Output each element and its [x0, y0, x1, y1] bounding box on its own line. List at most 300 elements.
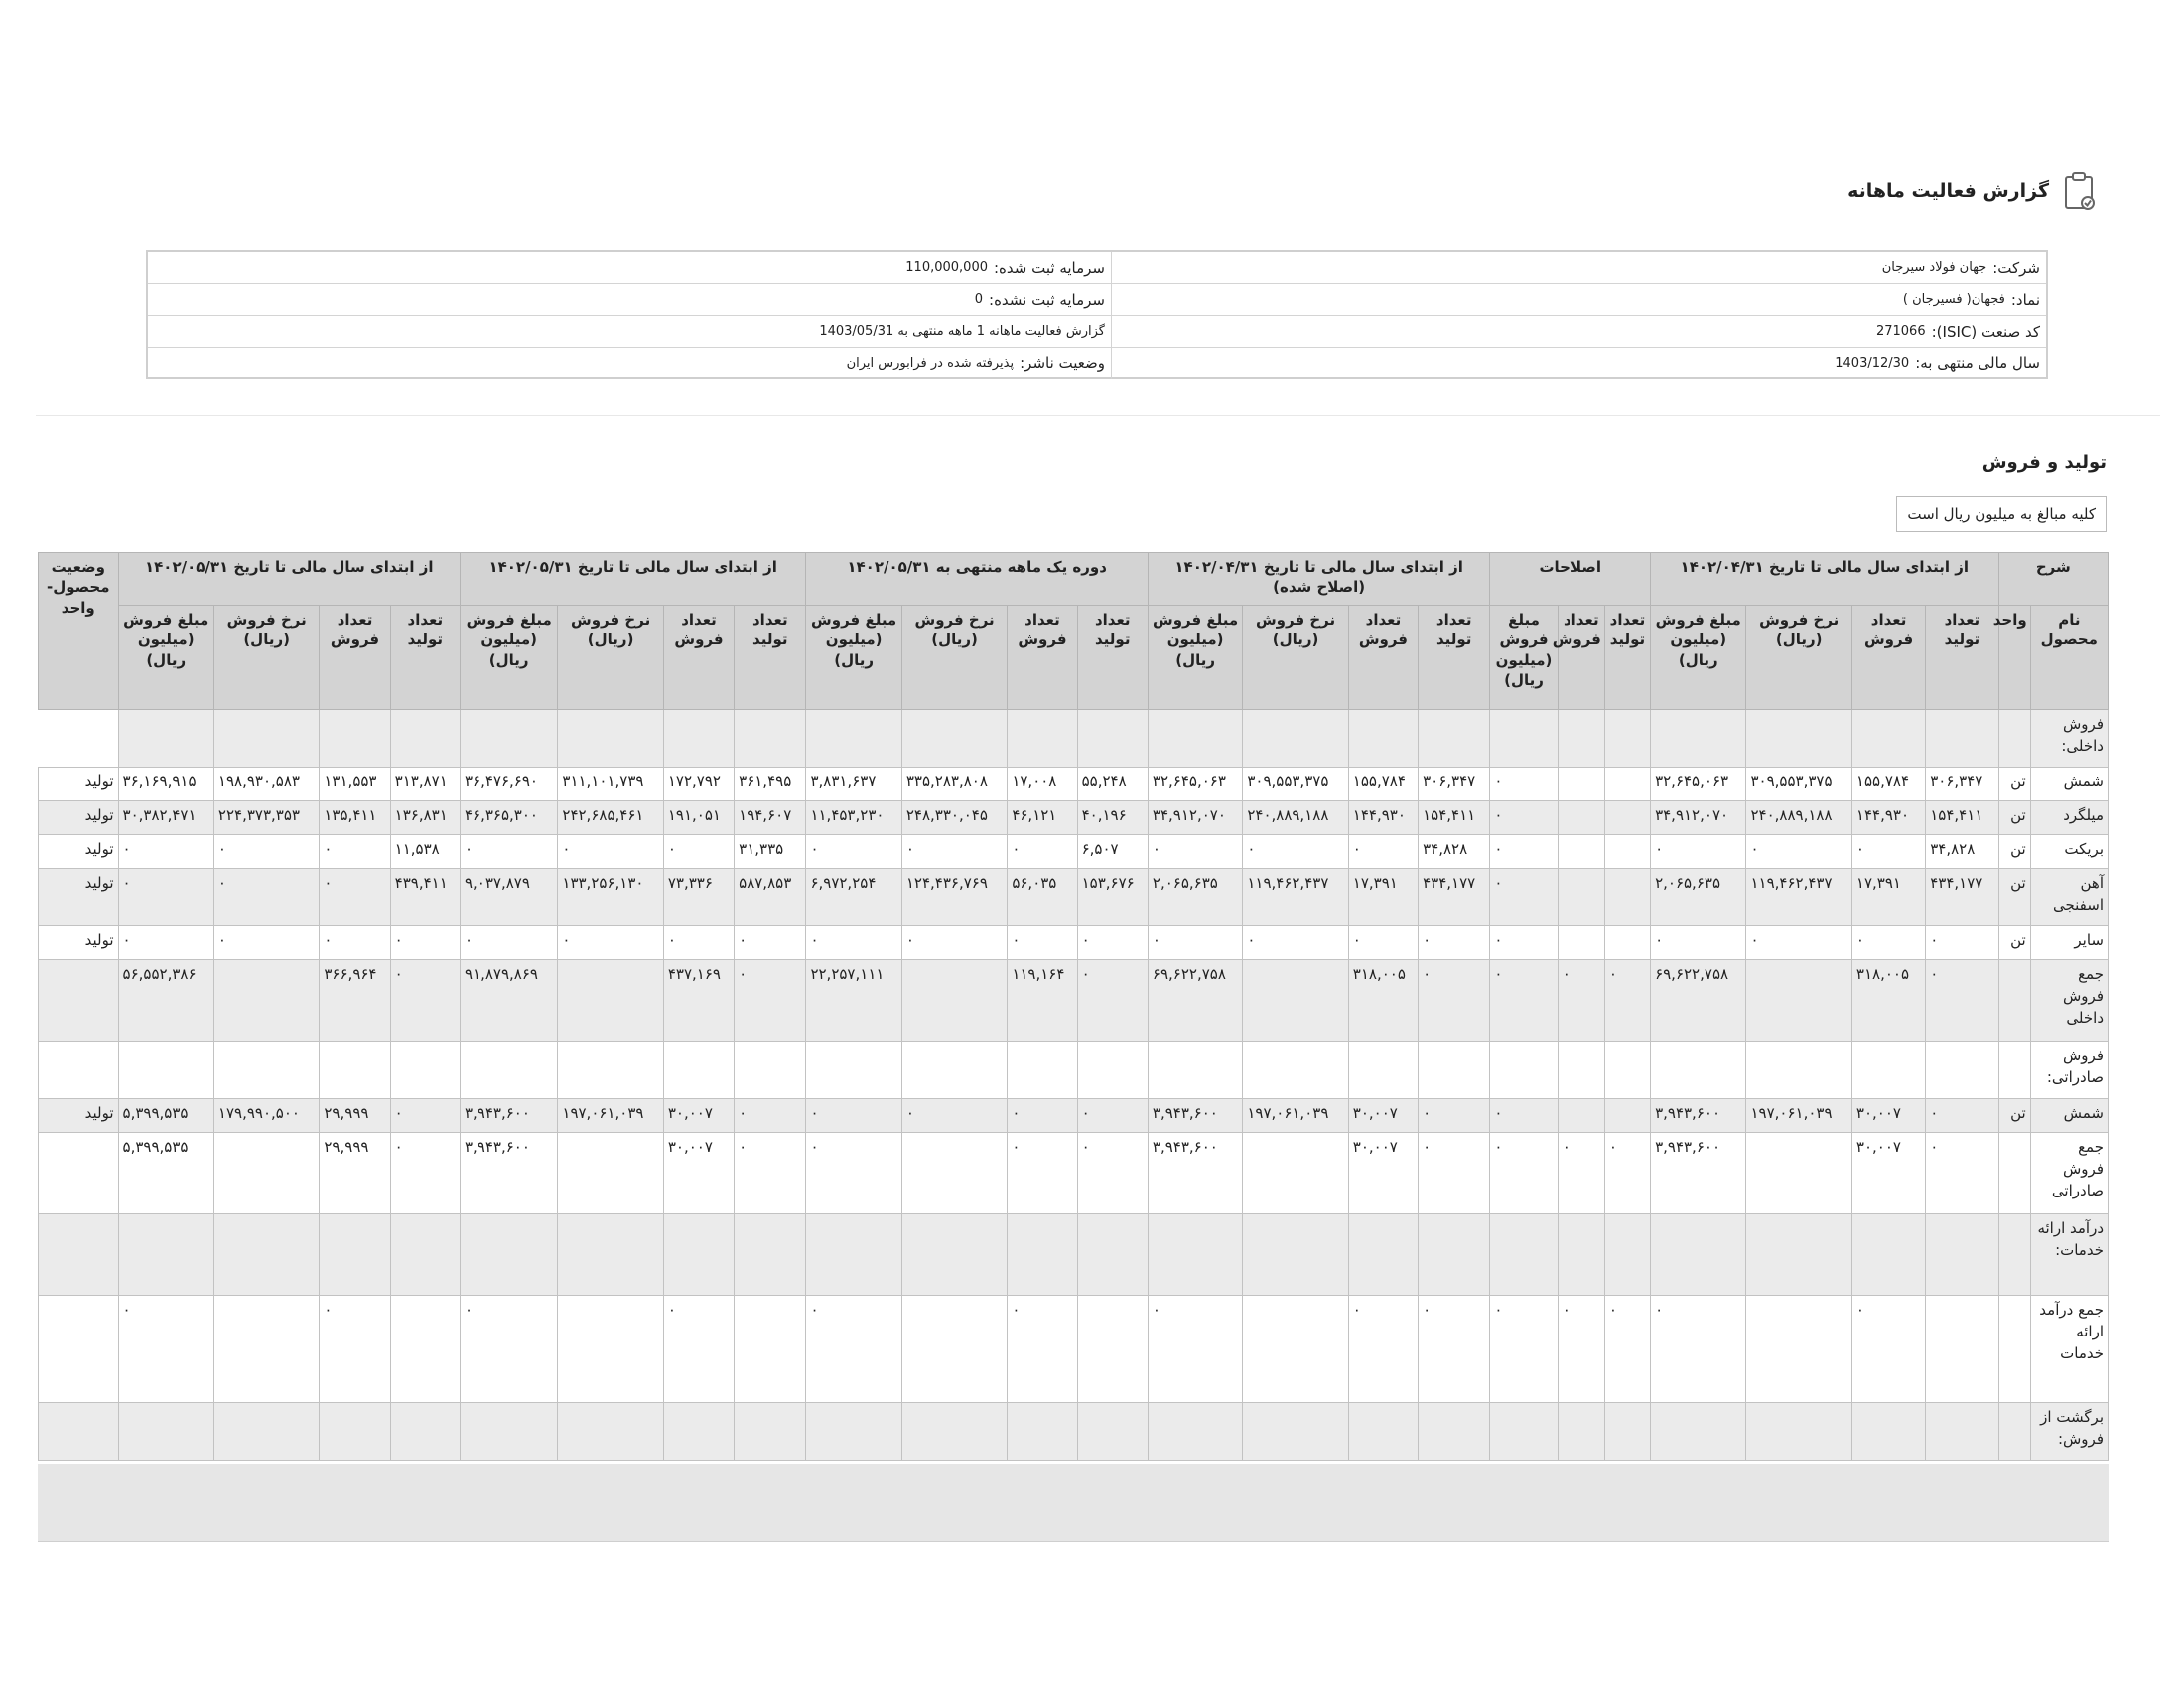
value-cell — [1651, 1042, 1746, 1099]
value-cell: ۱۷۲,۷۹۲ — [663, 768, 734, 801]
capital-label: سرمایه ثبت شده: — [994, 258, 1105, 277]
product-name: فروش داخلی: — [2030, 710, 2108, 768]
value-cell: ۳۰,۰۰۷ — [1348, 1099, 1418, 1133]
value-cell: ۳۱۸,۰۰۵ — [1348, 960, 1418, 1042]
unit-cell: تن — [1998, 835, 2030, 869]
value-cell — [663, 1042, 734, 1099]
product-name: شمش — [2030, 1099, 2108, 1133]
value-cell — [1926, 1042, 1998, 1099]
value-cell: ۳۰,۳۸۲,۴۷۱ — [118, 801, 213, 835]
status-cell — [39, 1403, 119, 1461]
value-cell: ۱۵۴,۴۱۱ — [1419, 801, 1490, 835]
value-cell: ۴۳۴,۱۷۷ — [1926, 869, 1998, 926]
value-cell — [1077, 1403, 1148, 1461]
value-cell: ۰ — [1604, 960, 1650, 1042]
status-cell: تولید — [39, 801, 119, 835]
symbol-label: نماد: — [2010, 290, 2040, 309]
amount-note: کلیه مبالغ به میلیون ریال است — [1896, 496, 2107, 532]
value-cell: ۱۵۳,۶۷۶ — [1077, 869, 1148, 926]
value-cell: ۰ — [663, 835, 734, 869]
value-cell — [1348, 1214, 1418, 1296]
table-row — [39, 1403, 2109, 1461]
value-cell: ۰ — [118, 869, 213, 926]
value-cell: ۵,۳۹۹,۵۳۵ — [118, 1099, 213, 1133]
value-cell: ۰ — [1419, 1099, 1490, 1133]
value-cell: ۱۱۹,۴۶۲,۴۳۷ — [1746, 869, 1851, 926]
value-cell: ۱۷,۳۹۱ — [1851, 869, 1925, 926]
value-cell — [1558, 1099, 1604, 1133]
unit-cell: تن — [1998, 869, 2030, 926]
value-cell: ۰ — [1490, 768, 1558, 801]
value-cell: ۶,۹۷۲,۲۵۴ — [806, 869, 901, 926]
value-cell — [1490, 1214, 1558, 1296]
column-header: تعداد فروش — [1558, 606, 1604, 710]
value-cell: ۰ — [1604, 1133, 1650, 1214]
value-cell — [558, 1042, 663, 1099]
value-cell: ۰ — [460, 1296, 557, 1403]
value-cell: ۱۳۵,۴۱۱ — [320, 801, 390, 835]
value-cell — [320, 1214, 390, 1296]
value-cell — [1419, 1403, 1490, 1461]
value-cell — [1243, 1042, 1348, 1099]
value-cell — [1746, 1403, 1851, 1461]
value-cell: ۰ — [1419, 960, 1490, 1042]
value-cell — [390, 1403, 460, 1461]
group-header: از ابتدای سال مالی تا تاریخ ۱۴۰۲/۰۵/۳۱ — [118, 553, 460, 606]
value-cell — [1558, 1042, 1604, 1099]
status-cell: تولید — [39, 926, 119, 960]
unit-cell: تن — [1998, 768, 2030, 801]
value-cell — [806, 1042, 901, 1099]
table-row — [39, 710, 2109, 768]
value-cell: ۳۰,۰۰۷ — [1348, 1133, 1418, 1214]
value-cell: ۰ — [1419, 1133, 1490, 1214]
symbol-value: فجهان( فسیرجان ) — [1902, 292, 2005, 307]
column-header: تعداد فروش — [1008, 606, 1077, 710]
table-row — [39, 1042, 2109, 1099]
value-cell: ۰ — [735, 1133, 806, 1214]
value-cell — [390, 710, 460, 768]
table-row — [39, 1133, 2109, 1214]
value-cell — [558, 1133, 663, 1214]
value-cell: ۰ — [1348, 1296, 1418, 1403]
product-name: میلگرد — [2030, 801, 2108, 835]
value-cell: ۵۸۷,۸۵۳ — [735, 869, 806, 926]
value-cell: ۲۲,۲۵۷,۱۱۱ — [806, 960, 901, 1042]
value-cell — [1604, 835, 1650, 869]
value-cell — [1851, 1042, 1925, 1099]
value-cell: ۳,۹۴۳,۶۰۰ — [460, 1133, 557, 1214]
value-cell — [1490, 710, 1558, 768]
value-cell: ۱۴۴,۹۳۰ — [1851, 801, 1925, 835]
value-cell: ۰ — [1851, 926, 1925, 960]
value-cell — [558, 1403, 663, 1461]
status-cell — [39, 1042, 119, 1099]
value-cell — [901, 1133, 1007, 1214]
value-cell: ۹,۰۳۷,۸۷۹ — [460, 869, 557, 926]
table-row — [39, 801, 2109, 835]
group-header: از ابتدای سال مالی تا تاریخ ۱۴۰۲/۰۴/۳۱ (اصلاح شده) — [1148, 553, 1489, 606]
value-cell — [1851, 1403, 1925, 1461]
value-cell: ۰ — [460, 926, 557, 960]
value-cell: ۰ — [1008, 1296, 1077, 1403]
value-cell: ۰ — [735, 960, 806, 1042]
value-cell: ۴۶,۳۶۵,۳۰۰ — [460, 801, 557, 835]
value-cell: ۳۱۸,۰۰۵ — [1851, 960, 1925, 1042]
value-cell: ۰ — [901, 1099, 1007, 1133]
value-cell — [1243, 1403, 1348, 1461]
value-cell — [1851, 710, 1925, 768]
unit-cell — [1998, 1042, 2030, 1099]
value-cell: ۰ — [558, 926, 663, 960]
value-cell: ۳,۹۴۳,۶۰۰ — [460, 1099, 557, 1133]
value-cell: ۰ — [806, 1296, 901, 1403]
product-name: جمع درآمد ارائه خدمات — [2030, 1296, 2108, 1403]
value-cell — [1490, 1403, 1558, 1461]
value-cell: ۰ — [806, 1099, 901, 1133]
company-value: جهان فولاد سیرجان — [1881, 260, 1987, 275]
value-cell: ۰ — [1851, 835, 1925, 869]
value-cell — [1077, 1214, 1148, 1296]
value-cell: ۳۶۶,۹۶۴ — [320, 960, 390, 1042]
value-cell: ۳,۹۴۳,۶۰۰ — [1148, 1099, 1242, 1133]
value-cell — [390, 1296, 460, 1403]
value-cell: ۶۹,۶۲۲,۷۵۸ — [1148, 960, 1242, 1042]
table-header — [39, 553, 2109, 710]
page-title: گزارش فعالیت ماهانه — [1847, 180, 2049, 202]
value-cell — [1148, 1042, 1242, 1099]
value-cell — [213, 1296, 319, 1403]
product-name: درآمد ارائه خدمات: — [2030, 1214, 2108, 1296]
unit-cell: تن — [1998, 1099, 2030, 1133]
value-cell — [1604, 1042, 1650, 1099]
value-cell — [901, 1296, 1007, 1403]
value-cell: ۱۱,۴۵۳,۲۳۰ — [806, 801, 901, 835]
product-name: آهن اسفنجی — [2030, 869, 2108, 926]
value-cell — [1558, 768, 1604, 801]
value-cell: ۰ — [1651, 926, 1746, 960]
value-cell: ۳۱,۳۳۵ — [735, 835, 806, 869]
value-cell — [663, 710, 734, 768]
value-cell: ۳۰۶,۳۴۷ — [1926, 768, 1998, 801]
value-cell: ۰ — [1490, 835, 1558, 869]
value-cell — [1008, 710, 1077, 768]
value-cell: ۰ — [390, 926, 460, 960]
value-cell: ۴۶,۱۲۱ — [1008, 801, 1077, 835]
value-cell — [663, 1214, 734, 1296]
value-cell: ۰ — [806, 1133, 901, 1214]
value-cell: ۱۹۸,۹۳۰,۵۸۳ — [213, 768, 319, 801]
value-cell: ۰ — [1148, 1296, 1242, 1403]
column-header: مبلغ فروش (میلیون ریال) — [806, 606, 901, 710]
value-cell: ۴۳۹,۴۱۱ — [390, 869, 460, 926]
value-cell: ۳۶,۴۷۶,۶۹۰ — [460, 768, 557, 801]
value-cell: ۰ — [118, 926, 213, 960]
value-cell — [1604, 1099, 1650, 1133]
table-body — [39, 710, 2109, 1461]
value-cell — [390, 1042, 460, 1099]
value-cell — [1077, 710, 1148, 768]
value-cell: ۰ — [213, 835, 319, 869]
value-cell: ۰ — [1490, 1099, 1558, 1133]
product-name: فروش صادراتی: — [2030, 1042, 2108, 1099]
group-header: از ابتدای سال مالی تا تاریخ ۱۴۰۲/۰۵/۳۱ — [460, 553, 805, 606]
group-header: اصلاحات — [1490, 553, 1651, 606]
value-cell: ۹۱,۸۷۹,۸۶۹ — [460, 960, 557, 1042]
value-cell — [1558, 869, 1604, 926]
value-cell — [1148, 1403, 1242, 1461]
value-cell — [1746, 1296, 1851, 1403]
status-cell — [39, 1214, 119, 1296]
section-title: تولید و فروش — [1981, 452, 2107, 473]
value-cell — [1926, 1214, 1998, 1296]
value-cell: ۱۹۷,۰۶۱,۰۳۹ — [1243, 1099, 1348, 1133]
value-cell — [1558, 801, 1604, 835]
value-cell — [1077, 1296, 1148, 1403]
unit-cell: تن — [1998, 926, 2030, 960]
value-cell: ۰ — [1490, 960, 1558, 1042]
value-cell — [1490, 1042, 1558, 1099]
product-name: جمع فروش داخلی — [2030, 960, 2108, 1042]
value-cell: ۳۰,۰۰۷ — [1851, 1099, 1925, 1133]
value-cell: ۳۲,۶۴۵,۰۶۳ — [1651, 768, 1746, 801]
value-cell — [1348, 1042, 1418, 1099]
value-cell: ۳۰۹,۵۵۳,۳۷۵ — [1243, 768, 1348, 801]
value-cell — [1604, 801, 1650, 835]
value-cell: ۵۶,۵۵۲,۳۸۶ — [118, 960, 213, 1042]
company-info-box — [146, 250, 2048, 379]
value-cell: ۳۰,۰۰۷ — [663, 1099, 734, 1133]
column-header: نرخ فروش (ریال) — [901, 606, 1007, 710]
value-cell: ۱۵۵,۷۸۴ — [1851, 768, 1925, 801]
report-period: گزارش فعالیت ماهانه 1 ماهه منتهی به 1403/05/31 — [819, 324, 1105, 339]
value-cell — [118, 1214, 213, 1296]
value-cell: ۳۱۳,۸۷۱ — [390, 768, 460, 801]
value-cell — [1419, 710, 1490, 768]
value-cell: ۰ — [1077, 960, 1148, 1042]
status-cell — [39, 1133, 119, 1214]
value-cell: ۰ — [663, 926, 734, 960]
value-cell: ۵,۳۹۹,۵۳۵ — [118, 1133, 213, 1214]
value-cell: ۱۴۴,۹۳۰ — [1348, 801, 1418, 835]
column-header: تعداد تولید — [390, 606, 460, 710]
value-cell: ۱۱,۵۳۸ — [390, 835, 460, 869]
value-cell: ۳۴,۸۲۸ — [1419, 835, 1490, 869]
value-cell: ۳,۹۴۳,۶۰۰ — [1651, 1133, 1746, 1214]
value-cell: ۱۷,۳۹۱ — [1348, 869, 1418, 926]
value-cell — [213, 1214, 319, 1296]
value-cell: ۰ — [558, 835, 663, 869]
value-cell: ۰ — [1558, 1133, 1604, 1214]
value-cell — [460, 1214, 557, 1296]
value-cell — [1558, 926, 1604, 960]
value-cell — [558, 960, 663, 1042]
value-cell: ۰ — [213, 869, 319, 926]
value-cell: ۳,۹۴۳,۶۰۰ — [1148, 1133, 1242, 1214]
column-header: نرخ فروش (ریال) — [213, 606, 319, 710]
unit-cell — [1998, 1133, 2030, 1214]
value-cell — [213, 1133, 319, 1214]
value-cell: ۰ — [1558, 1296, 1604, 1403]
value-cell — [806, 1403, 901, 1461]
value-cell: ۰ — [1746, 835, 1851, 869]
value-cell — [1419, 1214, 1490, 1296]
production-sales-table — [38, 552, 2109, 1461]
group-header: از ابتدای سال مالی تا تاریخ ۱۴۰۲/۰۴/۳۱ — [1651, 553, 1998, 606]
value-cell: ۰ — [806, 835, 901, 869]
column-header: تعداد فروش — [1348, 606, 1418, 710]
value-cell: ۲۴۸,۳۳۰,۰۴۵ — [901, 801, 1007, 835]
value-cell: ۰ — [1008, 1099, 1077, 1133]
value-cell — [1604, 1214, 1650, 1296]
value-cell — [1604, 926, 1650, 960]
status-cell — [39, 1296, 119, 1403]
product-name: برگشت از فروش: — [2030, 1403, 2108, 1461]
value-cell — [735, 1403, 806, 1461]
value-cell — [735, 1042, 806, 1099]
value-cell — [1651, 1214, 1746, 1296]
value-cell — [320, 1403, 390, 1461]
table-footer — [38, 1464, 2109, 1542]
value-cell — [901, 1214, 1007, 1296]
value-cell: ۰ — [390, 1099, 460, 1133]
column-header: تعداد تولید — [1077, 606, 1148, 710]
value-cell: ۱۳۳,۲۵۶,۱۳۰ — [558, 869, 663, 926]
value-cell: ۲,۰۶۵,۶۳۵ — [1148, 869, 1242, 926]
value-cell — [1746, 1042, 1851, 1099]
status-cell: تولید — [39, 835, 119, 869]
column-header: مبلغ فروش (میلیون ریال) — [118, 606, 213, 710]
unit-cell — [1998, 710, 2030, 768]
value-cell: ۱۹۴,۶۰۷ — [735, 801, 806, 835]
value-cell — [735, 1296, 806, 1403]
value-cell — [1348, 1403, 1418, 1461]
table-row — [39, 926, 2109, 960]
company-label: شرکت: — [1992, 258, 2040, 277]
divider — [36, 415, 2160, 416]
table-row — [39, 869, 2109, 926]
status-cell — [39, 960, 119, 1042]
value-cell: ۰ — [1490, 926, 1558, 960]
value-cell: ۰ — [1746, 926, 1851, 960]
value-cell: ۰ — [1490, 1133, 1558, 1214]
value-cell: ۰ — [1490, 801, 1558, 835]
value-cell: ۰ — [320, 1296, 390, 1403]
value-cell — [1558, 835, 1604, 869]
unit-cell — [1998, 1403, 2030, 1461]
report-header — [1847, 171, 2097, 211]
value-cell: ۳,۸۳۱,۶۳۷ — [806, 768, 901, 801]
value-cell: ۶,۵۰۷ — [1077, 835, 1148, 869]
column-header: تعداد فروش — [663, 606, 734, 710]
value-cell — [1243, 960, 1348, 1042]
column-header: نرخ فروش (ریال) — [1746, 606, 1851, 710]
status-cell — [118, 710, 213, 768]
value-cell: ۰ — [1008, 835, 1077, 869]
value-cell — [118, 1403, 213, 1461]
fiscal-label: سال مالی منتهی به: — [1915, 354, 2040, 372]
value-cell — [460, 1403, 557, 1461]
value-cell — [558, 1296, 663, 1403]
value-cell — [1926, 1296, 1998, 1403]
value-cell: ۴۳۷,۱۶۹ — [663, 960, 734, 1042]
product-name: جمع فروش صادراتی — [2030, 1133, 2108, 1214]
value-cell — [1419, 1042, 1490, 1099]
unreg-capital-label: سرمایه ثبت نشده: — [989, 290, 1105, 309]
value-cell — [1651, 1403, 1746, 1461]
value-cell: ۳۰,۰۰۷ — [663, 1133, 734, 1214]
value-cell: ۳۴,۸۲۸ — [1926, 835, 1998, 869]
value-cell — [806, 710, 901, 768]
table-row — [39, 1099, 2109, 1133]
value-cell: ۰ — [1926, 926, 1998, 960]
value-cell — [460, 1042, 557, 1099]
value-cell: ۱۳۱,۵۵۳ — [320, 768, 390, 801]
value-cell: ۳۶,۱۶۹,۹۱۵ — [118, 768, 213, 801]
value-cell — [901, 1403, 1007, 1461]
value-cell — [1604, 710, 1650, 768]
value-cell — [1604, 1403, 1650, 1461]
table-row — [39, 835, 2109, 869]
value-cell: ۰ — [1651, 835, 1746, 869]
fiscal-value: 1403/12/30 — [1835, 355, 1910, 371]
value-cell: ۲۲۴,۳۷۳,۳۵۳ — [213, 801, 319, 835]
value-cell — [1148, 710, 1242, 768]
value-cell: ۰ — [1008, 926, 1077, 960]
value-cell — [1558, 1403, 1604, 1461]
value-cell: ۰ — [1148, 835, 1242, 869]
column-header: نرخ فروش (ریال) — [1243, 606, 1348, 710]
value-cell: ۱۹۷,۰۶۱,۰۳۹ — [558, 1099, 663, 1133]
value-cell: ۴۰,۱۹۶ — [1077, 801, 1148, 835]
value-cell: ۰ — [320, 835, 390, 869]
value-cell — [213, 710, 319, 768]
value-cell: ۰ — [806, 926, 901, 960]
value-cell — [1243, 1214, 1348, 1296]
value-cell: ۱۵۴,۴۱۱ — [1926, 801, 1998, 835]
column-header: مبلغ فروش (میلیون ریال) — [1490, 606, 1558, 710]
value-cell — [901, 710, 1007, 768]
value-cell: ۳۰۶,۳۴۷ — [1419, 768, 1490, 801]
status-cell: تولید — [39, 869, 119, 926]
unreg-capital-value: 0 — [974, 292, 984, 307]
value-cell — [1746, 1214, 1851, 1296]
value-cell — [901, 1042, 1007, 1099]
value-cell: ۰ — [213, 926, 319, 960]
value-cell: ۰ — [118, 1296, 213, 1403]
value-cell: ۱۲۴,۴۳۶,۷۶۹ — [901, 869, 1007, 926]
value-cell: ۰ — [390, 960, 460, 1042]
product-name: شمش — [2030, 768, 2108, 801]
value-cell — [1851, 1214, 1925, 1296]
group-header: دوره یک ماهه منتهی به ۱۴۰۲/۰۵/۳۱ — [806, 553, 1148, 606]
value-cell: ۰ — [460, 835, 557, 869]
value-cell — [320, 1042, 390, 1099]
value-cell: ۰ — [1604, 1296, 1650, 1403]
value-cell — [118, 1042, 213, 1099]
value-cell: ۰ — [1077, 1133, 1148, 1214]
value-cell: ۰ — [663, 1296, 734, 1403]
value-cell — [1008, 1214, 1077, 1296]
value-cell — [1008, 1042, 1077, 1099]
value-cell: ۳۱۱,۱۰۱,۷۳۹ — [558, 768, 663, 801]
value-cell: ۰ — [118, 835, 213, 869]
value-cell: ۰ — [1926, 1099, 1998, 1133]
capital-value: 110,000,000 — [905, 260, 988, 275]
value-cell: ۰ — [1490, 1296, 1558, 1403]
unit-cell — [1998, 960, 2030, 1042]
table-row — [39, 1296, 2109, 1403]
